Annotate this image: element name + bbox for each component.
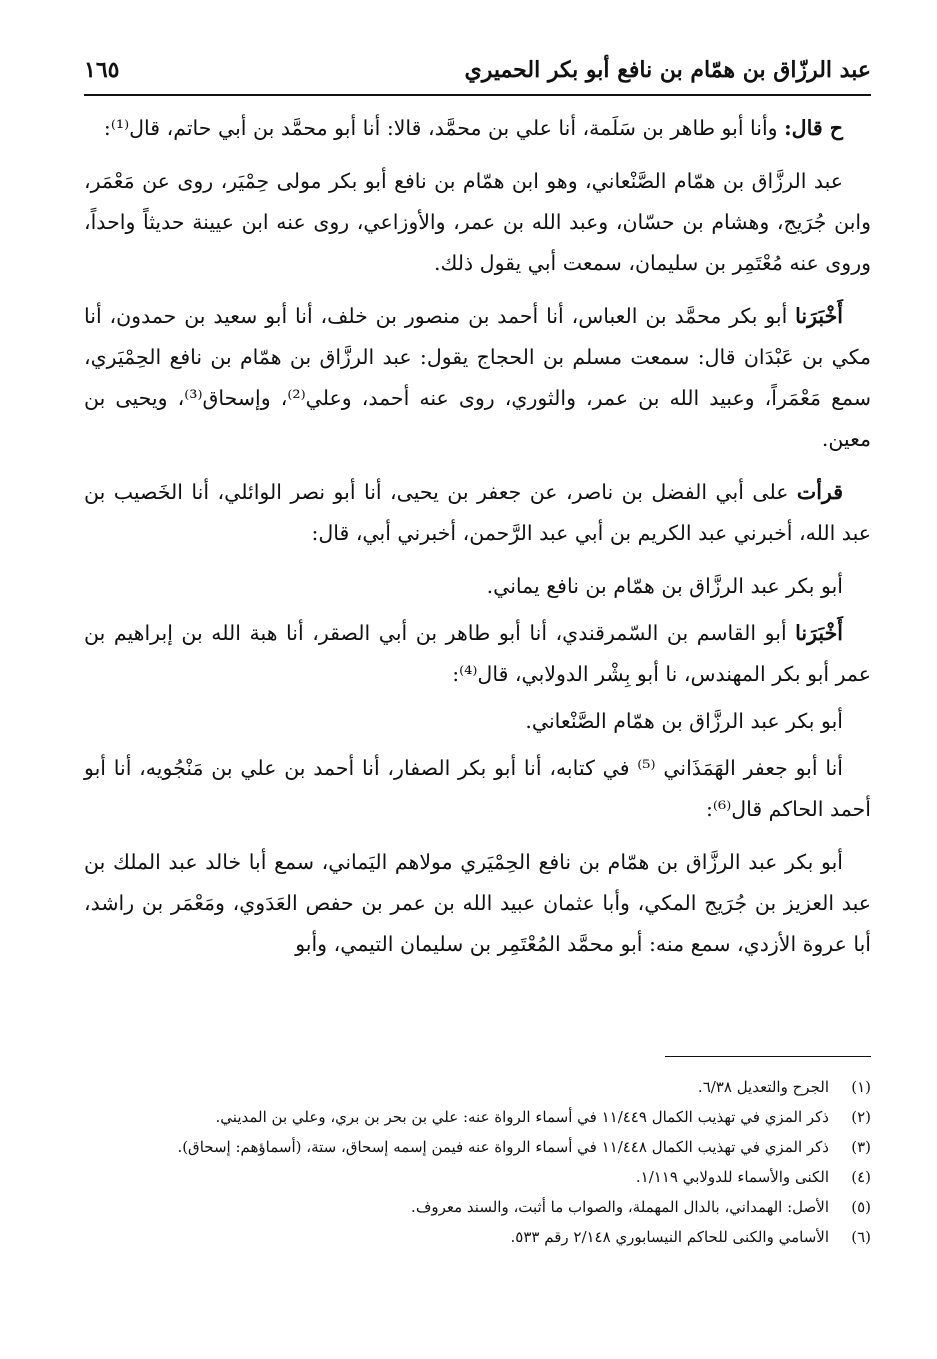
paragraph-text: أبو بكر محمَّد بن العباس، أنا أحمد بن منصور بن خلف، أنا أبو سعيد بن حمدون، أنا مكي بن عَبْدَان قال: سمعت مسلم بن الحجاج يقول: عبد الرزَّاق بن همّام بن نافع الحِمْيَري، سمع مَعْمَراً، وعبيد الله بن عمر، والثوري، روى عنه أحمد، وعلي⁽²⁾، وإسحاق⁽³⁾، ويحيى بن معين. [84, 304, 872, 451]
paragraph-text: وأنا أبو طاهر بن سَلَمة، أنا علي بن محمَّد، قالا: أنا أبو محمَّد بن أبي حاتم، قال⁽¹⁾: [103, 116, 785, 140]
footnote-number: (٥) [851, 1198, 871, 1216]
paragraph-lead: أَخْبَرَنا [795, 621, 843, 645]
paragraph-lead: ح قال: [784, 116, 843, 140]
paragraph-lead: أَخْبَرَنا [795, 304, 843, 328]
paragraph-text: أبو بكر عبد الرزَّاق بن همّام الصَّنْعاني. [525, 709, 843, 733]
footnote-text: ذكر المزي في تهذيب الكمال ١١/٤٤٨ في أسماء الرواة عنه فيمن إسمه إسحاق، ستة، (أسماؤهم: إسحاق). [177, 1138, 829, 1156]
footnote-text: الجرح والتعديل ٦/٣٨. [697, 1078, 829, 1096]
paragraph-text: أبو بكر عبد الرزَّاق بن همّام بن نافع الحِمْيَري مولاهم اليَماني، سمع أبا خالد عبد الملك بن عبد العزيز بن جُرَيج المكي، وأبا عثمان عبيد الله بن عمر بن حفص العَدَوي، ومَعْمَر بن راشد، أبا عروة الأزدي، سمع منه: أبو محمَّد المُعْتَمِر بن سليمان التيمي، وأبو [84, 850, 871, 956]
page-number: ١٦٥ [84, 57, 120, 83]
page-header [84, 50, 871, 90]
paragraph-text: أنا أبو جعفر الهَمَذَاني ⁽⁵⁾ في كتابه، أنا أبو بكر الصفار، أنا أحمد بن علي بن مَنْجُويه، أنا أبو أحمد الحاكم قال⁽⁶⁾: [84, 756, 871, 821]
paragraph [84, 161, 871, 284]
paragraph-text: أبو القاسم بن السّمرقندي، أنا أبو طاهر بن أبي الصقر، أنا هبة الله بن إبراهيم بن عمر أبو بكر المهندس، نا أبو بِشْر الدولابي، قال⁽⁴⁾: [84, 621, 871, 686]
footnote-text: ذكر المزي في تهذيب الكمال ١١/٤٤٩ في أسماء الرواة عنه: علي بن بحر بن بري، وعلي بن المديني. [215, 1108, 829, 1126]
footnote-number: (١) [851, 1078, 871, 1096]
paragraph [84, 842, 871, 965]
footnote-number: (٦) [851, 1228, 871, 1246]
footnote-number: (٤) [851, 1168, 871, 1186]
paragraph [84, 472, 871, 554]
footnote-text: الكنى والأسماء للدولابي ١/١١٩. [635, 1168, 829, 1186]
footnote [84, 1102, 871, 1132]
header-rule [84, 94, 871, 96]
paragraph [84, 613, 871, 695]
footnote-number: (٣) [851, 1138, 871, 1156]
paragraph-text: عبد الرزَّاق بن همّام الصَّنْعاني، وهو ابن همّام بن نافع أبو بكر مولى حِمْيَر، روى عن مَعْمَر، وابن جُرَيج، وهشام بن حسّان، وعبد الله بن عمر، والأوزاعي، روى عنه ابن عيينة حديثاً واحداً، وروى عنه مُعْتَمِر بن سليمان، سمعت أبي يقول ذلك. [84, 169, 871, 275]
footnote-text: الأسامي والكنى للحاكم النيسابوري ٢/١٤٨ رقم ٥٣٣. [510, 1228, 829, 1246]
paragraph-text: أبو بكر عبد الرزَّاق بن همّام بن نافع يماني. [486, 574, 843, 598]
footnote [84, 1132, 871, 1162]
paragraph-lead: قرأت [796, 480, 843, 504]
paragraph [84, 701, 871, 742]
paragraph [84, 296, 871, 460]
paragraph [84, 566, 871, 607]
paragraph [84, 108, 871, 149]
footnote [84, 1162, 871, 1192]
paragraph-text: على أبي الفضل بن ناصر، عن جعفر بن يحيى، أنا أبو نصر الوائلي، أنا الخَصيب بن عبد الله، أخبرني عبد الكريم بن أبي عبد الرَّحمن، أخبرني أبي، قال: [84, 480, 871, 545]
footnote [84, 1192, 871, 1222]
main-text [84, 108, 871, 977]
footnote [84, 1072, 871, 1102]
footnote-text: الأصل: الهمداني، بالدال المهملة، والصواب ما أثبت، والسند معروف. [411, 1198, 829, 1216]
paragraph [84, 748, 871, 830]
footnote-number: (٢) [851, 1108, 871, 1126]
running-title: عبد الرزّاق بن همّام بن نافع أبو بكر الحميري [464, 57, 871, 83]
footnotes [84, 1072, 871, 1252]
footnote-rule [665, 1056, 871, 1057]
footnote [84, 1222, 871, 1252]
